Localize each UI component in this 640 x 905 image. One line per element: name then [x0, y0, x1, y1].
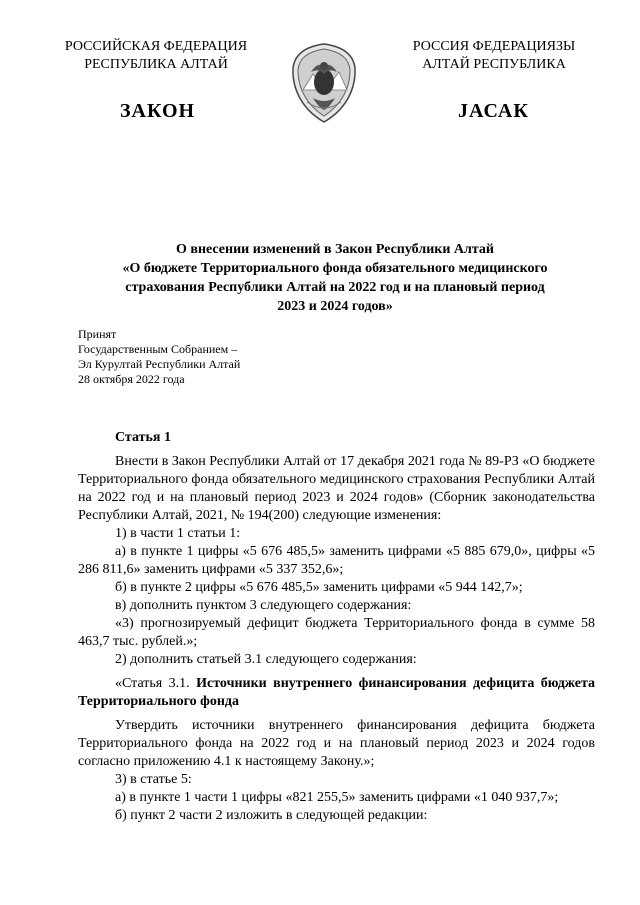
item-1c: в) дополнить пунктом 3 следующего содержания:: [115, 598, 412, 613]
adoption-line-2: Государственным Собранием –: [78, 342, 238, 356]
header-right-block: [396, 38, 592, 74]
item-3b: б) пункт 2 части 2 изложить в следующей редакции:: [115, 808, 428, 823]
new-article-text: Утвердить источники внутреннего финансирования дефицита бюджета Территориального фонда на 2022 год и на плановый период 2023 и 2024 годов согласно приложению 4.1 к настоящему Закону.»;: [78, 718, 595, 769]
title-line-4: 2023 и 2024 годов»: [277, 299, 393, 314]
article-intro: Внести в Закон Республики Алтай от 17 декабря 2021 года № 89-РЗ «О бюджете Территориального фонда обязательного медицинского страхования Республики Алтай на 2022 год и на плановый период 2023 и 2024 годов» (Сборник законодательства Республики Алтай, 2021, № 194(200) следующие изменения:: [78, 454, 595, 523]
adoption-info: [78, 327, 240, 387]
item-3a: а) в пункте 1 части 1 цифры «821 255,5» заменить цифрами «1 040 937,7»;: [115, 790, 559, 805]
header-left-block: [58, 38, 254, 74]
title-line-1: О внесении изменений в Закон Республики Алтай: [176, 242, 494, 257]
law-title-ru: ЗАКОН: [120, 100, 196, 122]
new-article-title: Источники внутреннего финансирования дефицита бюджета Территориального фонда: [78, 676, 596, 709]
document-title: [80, 240, 590, 316]
new-article-heading: [78, 675, 595, 711]
header-right-line2: АЛТАЙ РЕСПУБЛИКА: [422, 57, 566, 72]
item-1: 1) в части 1 статьи 1:: [115, 526, 241, 541]
adoption-line-1: Принят: [78, 327, 117, 341]
title-line-3: страхования Республики Алтай на 2022 год и на плановый период: [125, 280, 545, 295]
article-heading: Статья 1: [115, 430, 171, 445]
title-line-2: «О бюджете Территориального фонда обязательного медицинского: [122, 261, 548, 276]
header-left-line1: РОССИЙСКАЯ ФЕДЕРАЦИЯ: [64, 39, 248, 54]
item-1a: а) в пункте 1 цифры «5 676 485,5» заменить цифрами «5 885 679,0», цифры «5 286 811,6» заменить цифрами «5 337 352,6»;: [78, 544, 595, 577]
item-1c-text: «3) прогнозируемый дефицит бюджета Территориального фонда в сумме 58 463,7 тыс. рублей.»;: [78, 616, 595, 649]
document-body: [78, 429, 595, 825]
new-article-label: «Статья 3.1.: [115, 676, 190, 691]
adoption-line-3: Эл Курултай Республики Алтай: [78, 357, 241, 371]
item-1b: б) в пункте 2 цифры «5 676 485,5» заменить цифрами «5 944 142,7»;: [115, 580, 523, 595]
item-3: 3) в статье 5:: [115, 772, 192, 787]
adoption-date: 28 октября 2022 года: [78, 372, 185, 386]
header-right-line1: РОССИЯ ФЕДЕРАЦИЯЗЫ: [412, 39, 576, 54]
header-left-line2: РЕСПУБЛИКА АЛТАЙ: [84, 57, 228, 72]
coat-of-arms-icon: [289, 42, 359, 124]
law-title-alt: ЈАСАК: [458, 100, 529, 122]
item-2: 2) дополнить статьей 3.1 следующего содержания:: [115, 652, 417, 667]
